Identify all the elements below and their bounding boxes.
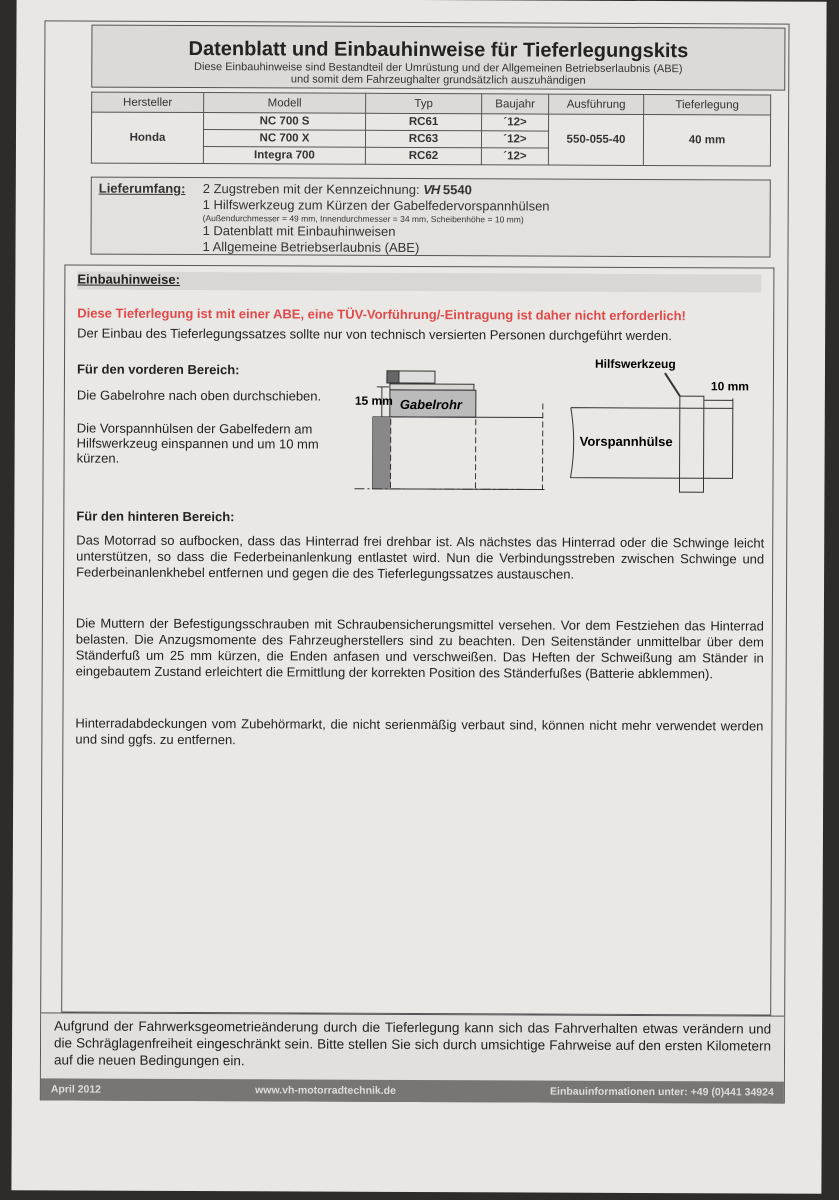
subtitle-line-1: Diese Einbauhinweise sind Bestandteil der Umrüstung und der Allgemeinen Betriebserlaubnis (ABE) — [193, 61, 683, 76]
rear-section-title: Für den hinteren Bereich: — [76, 508, 235, 525]
type-cell: RC61 — [366, 113, 482, 131]
front-step-2: Die Vorspannhülsen der Gabelfedern am Hilfswerkzeug einspannen und um 10 mm kürzen. — [76, 420, 319, 466]
scope-item: 1 Datenblatt mit Einbauhinweisen — [202, 223, 396, 239]
dim-left-label: 15 mm — [354, 393, 393, 408]
scope-item: 2 Zugstreben mit der Kennzeichnung: VH 5540 — [202, 181, 472, 198]
intro-text: Der Einbau des Tieferlegungssatzes sollte nur von technisch versierten Personen durchgeführt werden. — [77, 325, 672, 344]
type-cell: RC62 — [365, 147, 481, 165]
year-cell: ´12> — [481, 131, 548, 148]
scope-of-delivery — [90, 177, 770, 258]
table-row — [92, 112, 771, 132]
execution-cell: 550-055-40 — [548, 114, 643, 165]
col-header: Typ — [366, 93, 482, 114]
scope-item-dimensions: (Außendurchmesser = 49 mm, Innendurchmesser = 34 mm, Scheibenhöhe = 10 mm) — [202, 213, 524, 225]
footer-contact: Einbauinformationen unter: +49 (0)441 34924 — [550, 1085, 774, 1099]
col-header: Ausführung — [549, 94, 644, 114]
instructions-title: Einbauhinweise: — [77, 272, 761, 293]
col-header: Tieferlegung — [644, 94, 771, 115]
document-frame — [40, 20, 790, 1103]
driving-note: Aufgrund der Fahrwerksgeometrieänderung durch die Tieferlegung kann sich das Fahrverhalten etwas verändern und die Schräglagenfreiheit eingeschränkt sein. Bitte stellen Sie sich durch umsichtige Fahrweise auf den ersten Kilometern auf die neuen Bedingungen ein. — [41, 1012, 784, 1081]
scope-label: Lieferumfang: — [98, 180, 186, 196]
tool-label: Hilfswerkzeug — [594, 356, 676, 372]
rear-step-2: Die Muttern der Befestigungsschrauben mit Schraubensicherungsmittel versehen. Vor dem Festziehen das Hinterrad belasten. Die Anzugsmomente des Fahrzeugherstellers sind zu beachten. Den Seitenständer unmittelbar über dem Ständerfuß um 25 mm kürzen, die Enden anfasen und verschweißen. Das Heften der Schweißung am Ständer in eingebautem Zustand erleichtert die Ermittlung der korrekten Position des Ständerfußes (Batterie abklemmen). — [75, 615, 764, 682]
document-title: Datenblatt und Einbauhinweise für Tieferlegungskits — [188, 37, 689, 63]
fork-diagram — [354, 347, 775, 499]
model-cell: NC 700 X — [203, 130, 365, 148]
model-cell: Integra 700 — [203, 147, 365, 165]
mark-number: 5540 — [442, 182, 472, 198]
year-cell: ´12> — [482, 114, 549, 131]
footer-date: April 2012 — [50, 1083, 102, 1096]
tube-label: Gabelrohr — [399, 396, 462, 413]
subtitle-line-2: und somit dem Fahrzeughalter grundsätzlich auszuhändigen — [290, 73, 586, 87]
document-page — [11, 0, 826, 1194]
footer-bar — [41, 1078, 784, 1103]
col-header: Hersteller — [92, 92, 204, 112]
header-box — [91, 25, 785, 91]
scope-item: 1 Hilfswerkzeug zum Kürzen der Gabelfedervorspannhülsen — [202, 197, 550, 214]
year-cell: ´12> — [481, 148, 548, 165]
sleeve-label: Vorspannhülse — [579, 433, 673, 450]
instructions-box — [61, 264, 774, 1015]
model-cell: NC 700 S — [204, 113, 366, 131]
warning-text: Diese Tieferlegung ist mit einer ABE, eine TÜV-Vorführung/-Eintragung ist daher nicht erforderlich! — [77, 305, 686, 324]
scope-item: 1 Allgemeine Betriebserlaubnis (ABE) — [202, 239, 420, 255]
manufacturer-cell: Honda — [91, 112, 203, 163]
rear-step-3: Hinterradabdeckungen vom Zubehörmarkt, die nicht serienmäßig verbaut sind, können nicht mehr verwendet werden und sind ggfs. zu entfernen. — [75, 715, 764, 748]
dim-right-label: 10 mm — [710, 379, 749, 394]
front-section-title: Für den vorderen Bereich: — [76, 361, 240, 378]
vehicle-table — [91, 92, 771, 167]
footer-website: www.vh-motorradtechnik.de — [255, 1084, 396, 1097]
col-header: Baujahr — [482, 94, 549, 114]
rear-step-1: Das Motorrad so aufbocken, dass das Hinterrad frei drehbar ist. Als nächstes das Hinterrad oder die Schwinge leicht unterstützen, so dass die Federbeinanlenkung entlastet wird. Nun die Verbindungsstreben zwischen Schwinge und Federbeinanlenkhebel entfernen und gegen die des Tieferlegungssatzes austauschen. — [76, 532, 765, 582]
vh-logo-mark: VH — [423, 182, 440, 198]
front-step-1: Die Gabelrohre nach oben durchschieben. — [76, 387, 322, 404]
type-cell: RC63 — [365, 130, 481, 148]
col-header: Modell — [204, 93, 366, 114]
lowering-cell: 40 mm — [643, 114, 770, 166]
